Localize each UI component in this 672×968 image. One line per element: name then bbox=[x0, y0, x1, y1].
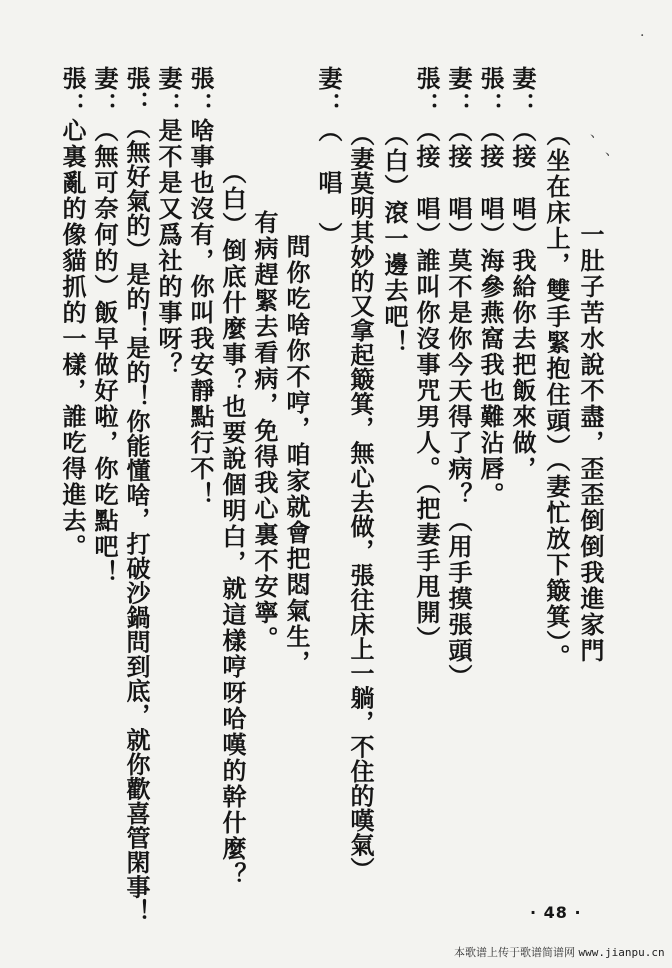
page-number: · 48 · bbox=[530, 903, 582, 922]
column-text: （ 唱 ） bbox=[314, 118, 343, 248]
speaker-label: 張： bbox=[476, 66, 505, 118]
column-text: 是不是又爲社的事呀？ bbox=[154, 118, 183, 378]
text-column bbox=[282, 234, 311, 676]
speaker-label: 妻： bbox=[154, 66, 183, 118]
text-column bbox=[542, 122, 571, 670]
text-column bbox=[186, 66, 215, 508]
column-text: 有病趕緊去看病，免得我心裏不安寧。 bbox=[250, 210, 279, 652]
text-column bbox=[346, 122, 375, 882]
speaker-label: 張： bbox=[122, 66, 151, 115]
column-text: （妻莫明其妙的又拿起簸箕，無心去做，張往床上一躺，不住的嘆氣） bbox=[346, 122, 375, 882]
text-column bbox=[380, 122, 409, 356]
speaker-label: 張： bbox=[58, 66, 87, 118]
speaker-label: 妻： bbox=[508, 66, 537, 118]
speaker-label: 張： bbox=[412, 66, 441, 118]
speaker-label: 張： bbox=[186, 66, 215, 118]
column-text: （接 唱）我給你去把飯來做， bbox=[508, 118, 537, 482]
text-column bbox=[314, 66, 343, 248]
column-text: （無可奈何的）飯早做好啦，你吃點吧！ bbox=[90, 118, 119, 586]
column-text: 心裏亂的像貓抓的一樣，誰吃得進去。 bbox=[58, 118, 87, 560]
margin-mark: 、 bbox=[590, 125, 604, 141]
column-text: （接 唱）海參燕窩我也難沾唇。 bbox=[476, 118, 505, 508]
text-column bbox=[154, 66, 183, 378]
column-text: （坐在床上，雙手緊抱住頭）（妻忙放下簸箕）。 bbox=[542, 122, 571, 670]
text-column bbox=[412, 66, 441, 652]
footer-watermark bbox=[454, 944, 665, 960]
text-column bbox=[218, 160, 247, 888]
column-text: （白）滾一邊去吧！ bbox=[380, 122, 409, 356]
text-column bbox=[576, 222, 605, 664]
margin-mark: · bbox=[640, 28, 645, 44]
text-column bbox=[122, 66, 151, 924]
speaker-label: 妻： bbox=[90, 66, 119, 118]
text-column bbox=[444, 66, 473, 690]
column-text: （接 唱）莫不是你今天得了病？（用手摸張頭） bbox=[444, 118, 473, 690]
column-text: 問你吃啥你不哼，咱家就會把悶氣生， bbox=[282, 234, 311, 676]
speaker-label: 妻： bbox=[444, 66, 473, 118]
text-column bbox=[90, 66, 119, 586]
text-column bbox=[250, 210, 279, 652]
column-text: 一肚子苦水說不盡，歪歪倒倒我進家門 bbox=[576, 222, 605, 664]
footer-url: www.jianpu.cn bbox=[578, 946, 665, 959]
text-column bbox=[476, 66, 505, 508]
column-text: （無好氣的）是的！是的！你能懂啥，打破沙鍋問到底，就你歡喜管閑事！ bbox=[122, 115, 151, 924]
column-text: （白）倒底什麼事？也要說個明白，就這樣哼呀哈嘆的幹什麼？ bbox=[218, 160, 247, 888]
text-column bbox=[58, 66, 87, 560]
column-text: 啥事也沒有，你叫我安靜點行不！ bbox=[186, 118, 215, 508]
text-column bbox=[508, 66, 537, 482]
footer-text: 本歌谱上传于歌谱简谱网 bbox=[454, 946, 575, 959]
margin-mark: 、 bbox=[605, 143, 619, 159]
column-text: （接 唱）誰叫你沒事咒男人。（把妻手甩開） bbox=[412, 118, 441, 652]
speaker-label: 妻： bbox=[314, 66, 343, 118]
